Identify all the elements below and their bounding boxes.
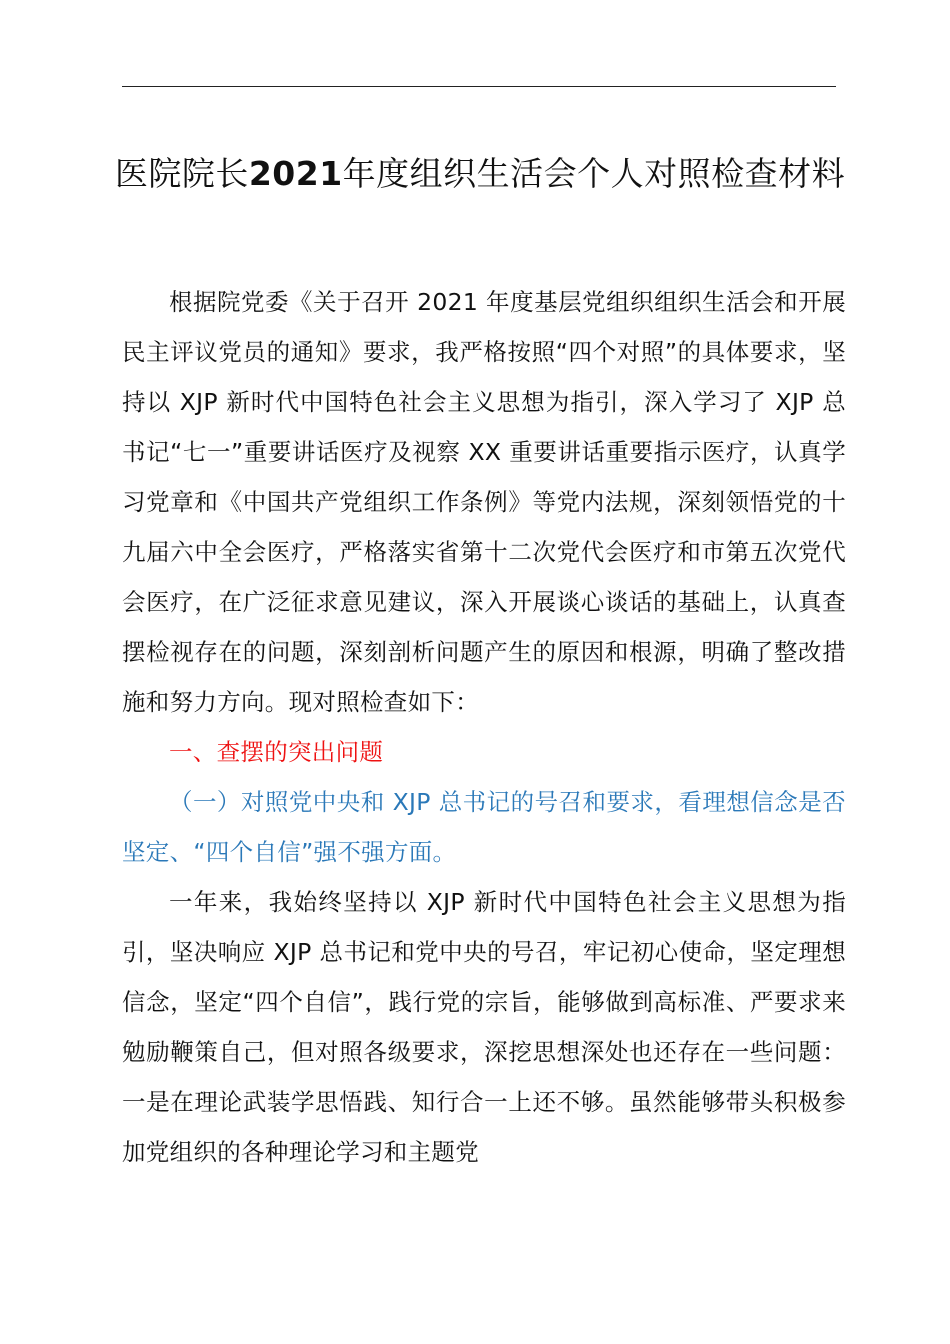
intro-paragraph: 根据院党委《关于召开 2021 年度基层党组织组织生活会和开展民主评议党员的通知》要求，我严格按照“四个对照”的具体要求，坚持以 XJP 新时代中国特色社会主义思想为指引，深入学习了 XJP 总书记“七一”重要讲话医疗及视察 XX 重要讲话重要指示医疗，认真学习党章和《中国共产党组织工作条例》等党内法规，深刻领悟党的十九届六中全会医疗，严格落实省第十二次党代会医疗和市第五次党代会医疗，在广泛征求意见建议，深入开展谈心谈话的基础上，认真查摆检视存在的问题，深刻剖析问题产生的原因和根源，明确了整改措施和努力方向。现对照检查如下： xyxy=(122,288,846,716)
section-heading-1: 一、查摆的突出问题 xyxy=(169,738,384,766)
section-paragraph: 一年来，我始终坚持以 XJP 新时代中国特色社会主义思想为指引，坚决响应 XJP 总书记和党中央的号召，牢记初心使命，坚定理想信念，坚定“四个自信”，践行党的宗旨，能够做到高标准、严要求来勉励鞭策自己，但对照各级要求，深挖思想深处也还存在一些问题：一是在理论武装学思悟践、知行合一上还不够。虽然能够带头积极参加党组织的各种理论学习和主题党 xyxy=(122,888,846,1166)
document-body xyxy=(122,277,846,1177)
subsection-heading-1-1: （一）对照党中央和 XJP 总书记的号召和要求，看理想信念是否坚定、“四个自信”强不强方面。 xyxy=(122,788,846,866)
title-suffix: 年度组织生活会个人对照检查材料 xyxy=(342,154,846,193)
document-title xyxy=(110,150,850,198)
header-rule xyxy=(122,86,836,87)
title-year: 2021 xyxy=(248,154,343,193)
title-prefix: 医院院长 xyxy=(114,154,249,193)
